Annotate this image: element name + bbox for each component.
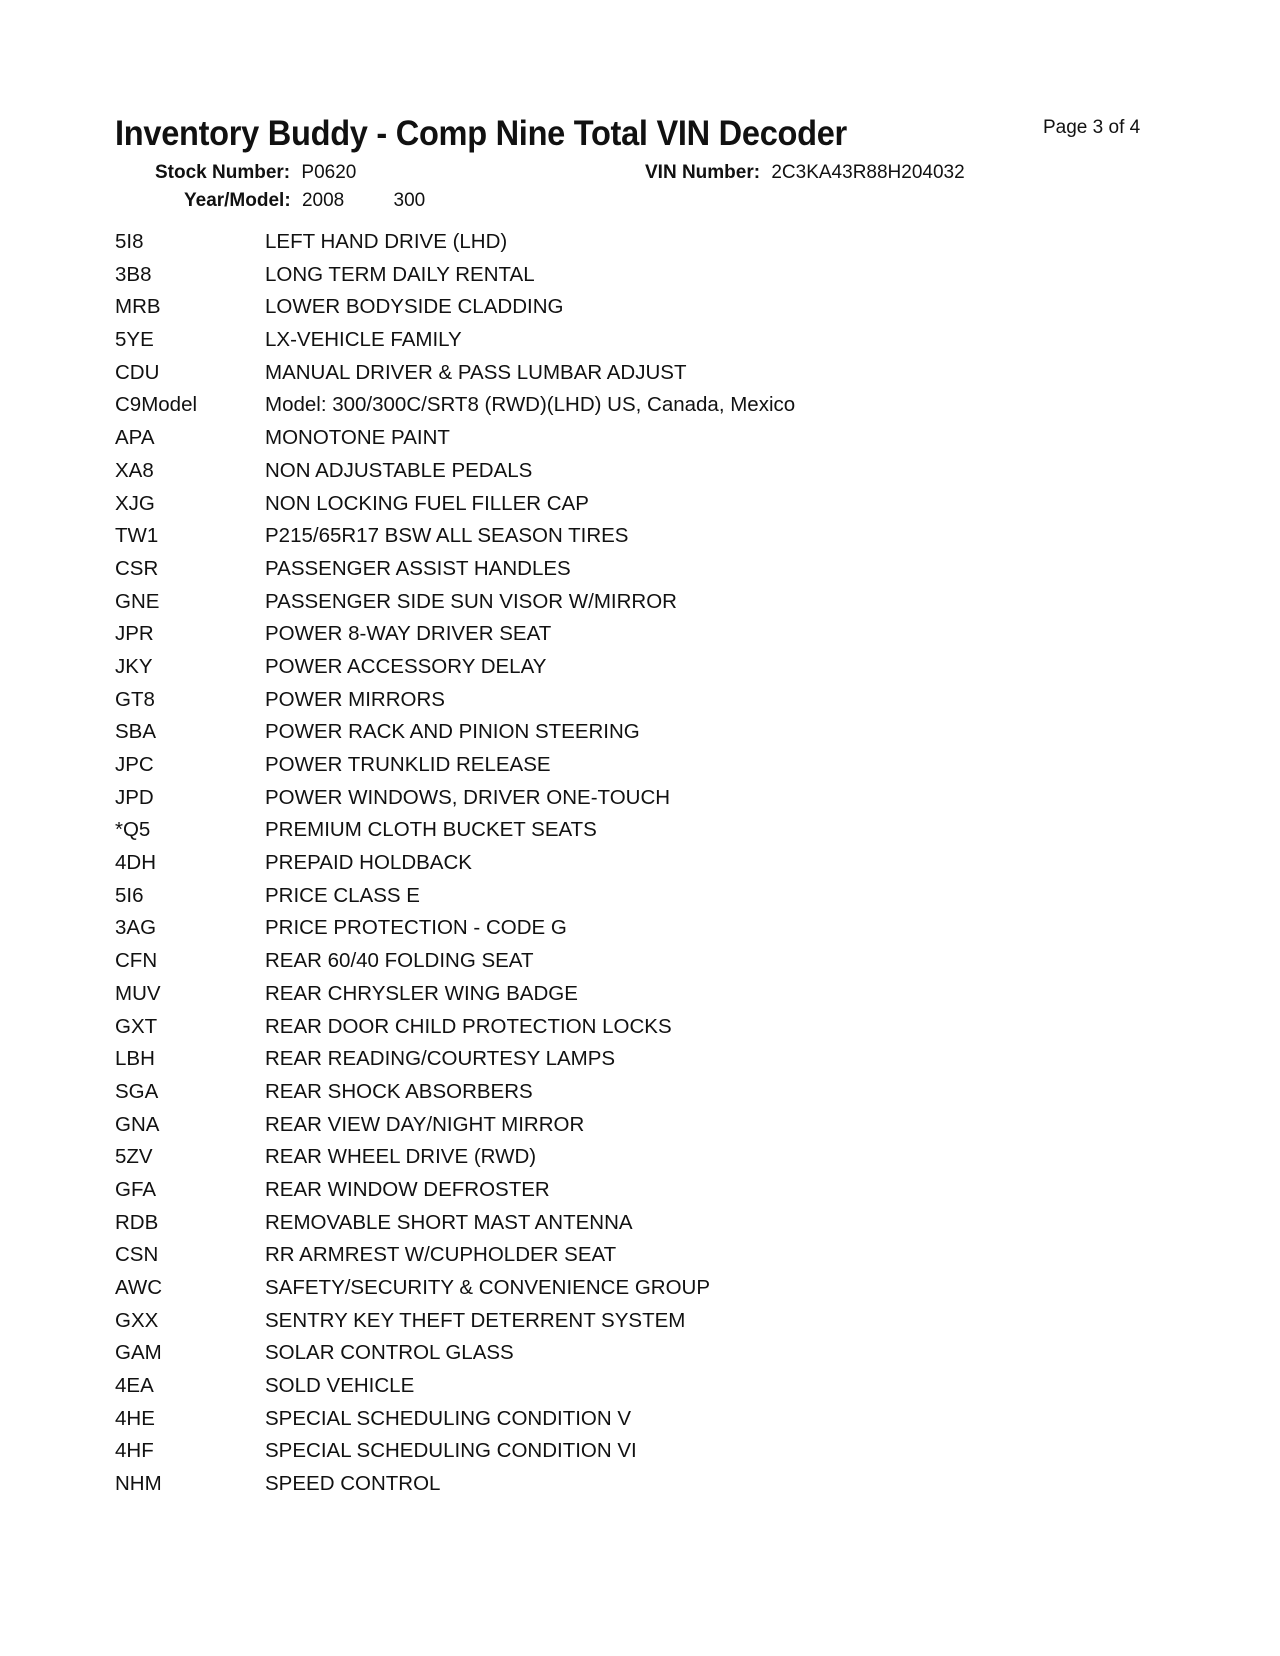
option-row: [115, 847, 795, 880]
option-code: GNA: [115, 1112, 160, 1136]
option-row: [115, 880, 795, 913]
option-row: [115, 782, 795, 815]
option-description: POWER TRUNKLID RELEASE: [265, 753, 551, 776]
option-code: 5I6: [115, 883, 144, 907]
option-description: LX-VEHICLE FAMILY: [265, 328, 462, 352]
option-code: TW1: [115, 524, 159, 548]
option-code: 3B8: [115, 262, 152, 286]
option-description: Model: 300/300C/SRT8 (RWD)(LHD) US, Canada, Mexico: [265, 393, 796, 417]
option-description: SOLAR CONTROL GLASS: [265, 1341, 514, 1365]
option-row: [115, 1337, 795, 1370]
option-row: [115, 716, 795, 749]
option-row: [115, 291, 795, 324]
option-code: JKY: [115, 654, 153, 678]
option-code: 5ZV: [115, 1145, 153, 1169]
stock-number-label: Stock Number:: [155, 162, 291, 183]
option-description: REAR WINDOW DEFROSTER: [265, 1177, 550, 1201]
option-code: 4HF: [115, 1439, 154, 1463]
option-row: [115, 389, 795, 422]
option-code: GXT: [115, 1014, 158, 1038]
option-code: 4EA: [115, 1374, 154, 1398]
option-code: 4HE: [115, 1406, 155, 1430]
option-row: [115, 1305, 795, 1338]
stock-number: [155, 162, 356, 184]
option-description: MANUAL DRIVER & PASS LUMBAR ADJUST: [265, 360, 687, 384]
option-code: C9Model: [115, 393, 198, 417]
option-code: MUV: [115, 981, 161, 1005]
option-row: [115, 1109, 795, 1142]
option-description: REAR SHOCK ABSORBERS: [265, 1079, 533, 1103]
option-row: [115, 978, 795, 1011]
option-description: POWER 8-WAY DRIVER SEAT: [265, 622, 552, 646]
option-row: [115, 1468, 795, 1501]
option-row: [115, 1141, 795, 1174]
option-description: SOLD VEHICLE: [265, 1374, 415, 1398]
option-description: PRICE CLASS E: [265, 883, 420, 907]
option-code: CSN: [115, 1243, 159, 1267]
option-code: LBH: [115, 1047, 155, 1071]
option-description: SPECIAL SCHEDULING CONDITION V: [265, 1406, 632, 1430]
option-code: JPD: [115, 785, 154, 809]
option-description: SENTRY KEY THEFT DETERRENT SYSTEM: [265, 1308, 686, 1332]
option-code: MRB: [115, 295, 161, 319]
option-code: GFA: [115, 1177, 157, 1201]
option-row: [115, 1043, 795, 1076]
option-description: SPEED CONTROL: [265, 1472, 441, 1496]
option-description: LOWER BODYSIDE CLADDING: [265, 295, 564, 319]
option-description: SAFETY/SECURITY & CONVENIENCE GROUP: [265, 1276, 711, 1299]
option-description: REAR WHEEL DRIVE (RWD): [265, 1145, 537, 1169]
option-row: [115, 422, 795, 455]
option-row: [115, 226, 795, 259]
option-row: [115, 618, 795, 651]
option-row: [115, 1239, 795, 1272]
option-code: GNE: [115, 589, 160, 613]
vin-number: [645, 162, 965, 184]
option-description: PREMIUM CLOTH BUCKET SEATS: [265, 818, 597, 842]
option-code: 3AG: [115, 916, 157, 940]
option-code: APA: [115, 426, 155, 450]
option-code: AWC: [115, 1276, 163, 1299]
year-value: 2008: [301, 190, 345, 211]
option-row: [115, 1076, 795, 1109]
option-description: POWER RACK AND PINION STEERING: [265, 720, 640, 744]
option-code: JPC: [115, 753, 154, 776]
vin-number-label: VIN Number:: [645, 162, 761, 183]
option-description: P215/65R17 BSW ALL SEASON TIRES: [265, 524, 629, 548]
report-title: Inventory Buddy - Comp Nine Total VIN Decoder: [115, 114, 847, 153]
page-number: Page 3 of 4: [1043, 117, 1141, 138]
option-code: *Q5: [115, 818, 151, 842]
option-description: REAR VIEW DAY/NIGHT MIRROR: [265, 1112, 585, 1136]
option-row: [115, 1403, 795, 1436]
option-row: [115, 259, 795, 292]
vin-number-value: 2C3KA43R88H204032: [771, 162, 965, 183]
option-description: PASSENGER SIDE SUN VISOR W/MIRROR: [265, 589, 677, 613]
option-row: [115, 651, 795, 684]
option-description: NON ADJUSTABLE PEDALS: [265, 458, 533, 482]
option-row: [115, 488, 795, 521]
option-description: LEFT HAND DRIVE (LHD): [265, 230, 508, 253]
option-code: CSR: [115, 556, 159, 580]
option-code: NHM: [115, 1472, 162, 1496]
option-description: POWER WINDOWS, DRIVER ONE-TOUCH: [265, 785, 671, 809]
option-code: GT8: [115, 687, 155, 711]
option-description: LONG TERM DAILY RENTAL: [265, 262, 535, 286]
option-description: POWER MIRRORS: [265, 687, 445, 711]
option-row: [115, 1011, 795, 1044]
option-description: PRICE PROTECTION - CODE G: [265, 916, 567, 940]
option-code: GAM: [115, 1341, 162, 1365]
option-description: POWER ACCESSORY DELAY: [265, 654, 547, 678]
option-description: MONOTONE PAINT: [265, 426, 450, 450]
option-code: SGA: [115, 1079, 159, 1103]
option-description: PREPAID HOLDBACK: [265, 851, 472, 875]
stock-number-value: P0620: [301, 162, 357, 183]
option-row: [115, 324, 795, 357]
option-description: REAR CHRYSLER WING BADGE: [265, 981, 578, 1005]
option-description: PASSENGER ASSIST HANDLES: [265, 556, 571, 580]
option-row: [115, 1435, 795, 1468]
option-row: [115, 357, 795, 390]
option-description: REAR 60/40 FOLDING SEAT: [265, 949, 534, 973]
option-code: RDB: [115, 1210, 159, 1234]
option-row: [115, 553, 795, 586]
option-row: [115, 520, 795, 553]
option-description: RR ARMREST W/CUPHOLDER SEAT: [265, 1243, 617, 1267]
option-code: XJG: [115, 491, 155, 515]
option-row: [115, 945, 795, 978]
option-code: 5I8: [115, 230, 144, 253]
option-row: [115, 586, 795, 619]
model-value: 300: [393, 190, 426, 211]
option-row: [115, 1207, 795, 1240]
year-model: [184, 190, 425, 212]
option-code: XA8: [115, 458, 154, 482]
option-code: GXX: [115, 1308, 159, 1332]
option-description: REAR DOOR CHILD PROTECTION LOCKS: [265, 1014, 672, 1038]
option-row: [115, 814, 795, 847]
option-row: [115, 455, 795, 488]
option-row: [115, 684, 795, 717]
option-code: CDU: [115, 360, 160, 384]
option-row: [115, 1272, 795, 1305]
option-description: NON LOCKING FUEL FILLER CAP: [265, 491, 589, 515]
option-row: [115, 749, 795, 782]
year-model-label: Year/Model:: [184, 190, 291, 211]
option-row: [115, 1370, 795, 1403]
option-code: CFN: [115, 949, 158, 973]
option-row: [115, 912, 795, 945]
option-code: JPR: [115, 622, 154, 646]
option-code: 5YE: [115, 328, 154, 352]
option-code: 4DH: [115, 851, 157, 875]
option-code: SBA: [115, 720, 157, 744]
option-description: REMOVABLE SHORT MAST ANTENNA: [265, 1210, 633, 1234]
option-description: REAR READING/COURTESY LAMPS: [265, 1047, 616, 1071]
option-description: SPECIAL SCHEDULING CONDITION VI: [265, 1439, 637, 1463]
option-row: [115, 1174, 795, 1207]
option-code-list: [115, 226, 795, 1501]
